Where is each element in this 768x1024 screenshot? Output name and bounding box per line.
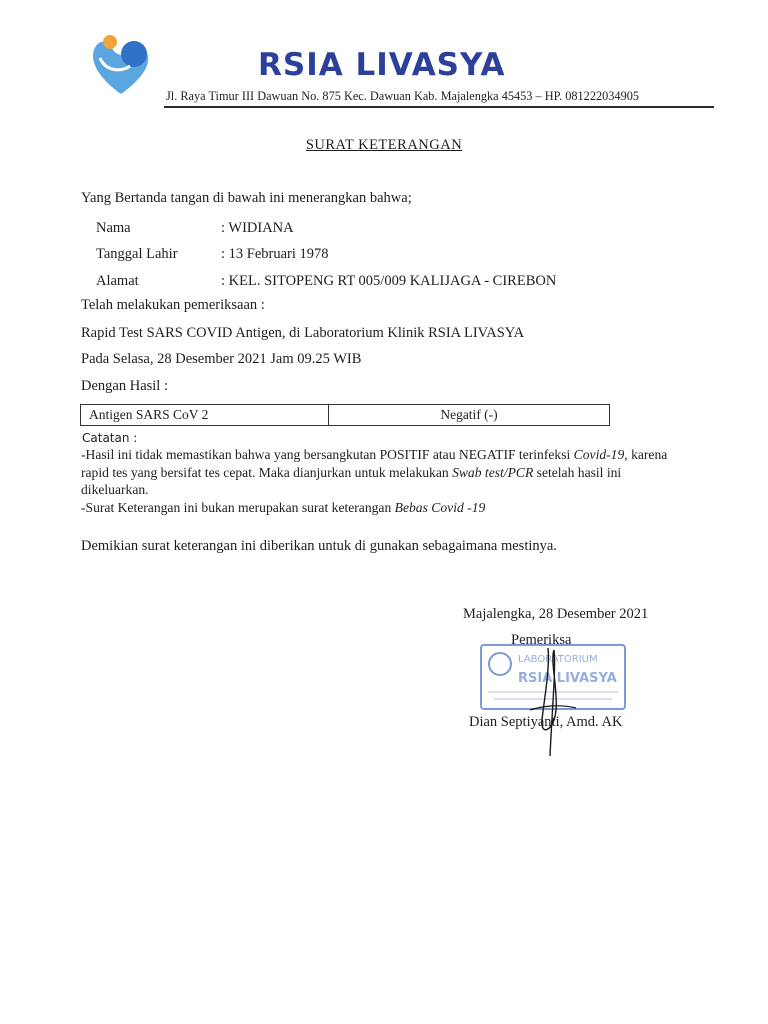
- stamp-lab-text: LABORATORIUM: [518, 654, 598, 665]
- note-2-part-a: -Surat Keterangan ini bukan merupakan surat keterangan: [81, 499, 395, 515]
- stamp-brand-text: RSIA LIVASYA: [518, 671, 617, 686]
- exam-detail: Rapid Test SARS COVID Antigen, di Laboratorium Klinik RSIA LIVASYA: [81, 325, 525, 341]
- closing-text: Demikian surat keterangan ini diberikan untuk di gunakan sebagaimana mestinya.: [81, 538, 557, 554]
- result-test-cell: Antigen SARS CoV 2: [81, 405, 329, 426]
- examiner-name: Dian Septiyanti, Amd. AK: [469, 714, 623, 730]
- note-1-part-b: , karena rapid tes yang bersifat tes cepat. Maka dianjurkan untuk melakukan: [81, 447, 668, 480]
- handwritten-signature: [520, 640, 590, 760]
- document-title: [0, 137, 768, 154]
- hospital-address: Jl. Raya Timur III Dawuan No. 875 Kec. Dawuan Kab. Majalengka 45453 – HP. 081222034905: [166, 89, 640, 103]
- note-1-covid-term: Covid-19: [573, 447, 625, 462]
- note-1-part-c: setelah hasil ini dikeluarkan.: [81, 464, 622, 497]
- result-intro: Dengan Hasil :: [81, 378, 168, 394]
- note-1-swab-term: Swab test/PCR: [452, 464, 534, 480]
- brand-name: RSIA LIVASYA: [258, 47, 506, 83]
- table-row: [81, 405, 610, 426]
- header-divider: [164, 106, 714, 108]
- mother-child-heart-icon: [86, 28, 156, 98]
- field-label-tanggal-lahir: Tanggal Lahir: [96, 246, 178, 262]
- notes-body: [81, 446, 671, 516]
- intro-text: Yang Bertanda tangan di bawah ini menerangkan bahwa;: [81, 190, 412, 206]
- note-1: [81, 446, 671, 499]
- field-value-tanggal-lahir: : 13 Februari 1978: [221, 246, 329, 262]
- field-label-alamat: Alamat: [96, 273, 139, 289]
- field-value-nama: : WIDIANA: [221, 220, 294, 236]
- note-2-bebas-term: Bebas Covid -19: [394, 499, 486, 515]
- result-table: [80, 404, 610, 426]
- result-outcome-cell: Negatif (-): [329, 405, 610, 426]
- exam-intro: Telah melakukan pemeriksaan :: [81, 297, 265, 313]
- note-1-part-a: -Hasil ini tidak memastikan bahwa yang bersangkutan POSITIF atau NEGATIF terinfeksi: [81, 447, 574, 462]
- document-title-text: SURAT KETERANGAN: [305, 137, 463, 153]
- field-label-nama: Nama: [96, 220, 131, 236]
- place-date: Majalengka, 28 Desember 2021: [463, 606, 649, 622]
- exam-time: Pada Selasa, 28 Desember 2021 Jam 09.25 WIB: [81, 351, 362, 367]
- note-2: [81, 499, 671, 517]
- field-value-alamat: : KEL. SITOPENG RT 005/009 KALIJAGA - CIREBON: [221, 273, 557, 289]
- examiner-role: Pemeriksa: [511, 632, 572, 648]
- notes-title: Catatan :: [82, 431, 138, 445]
